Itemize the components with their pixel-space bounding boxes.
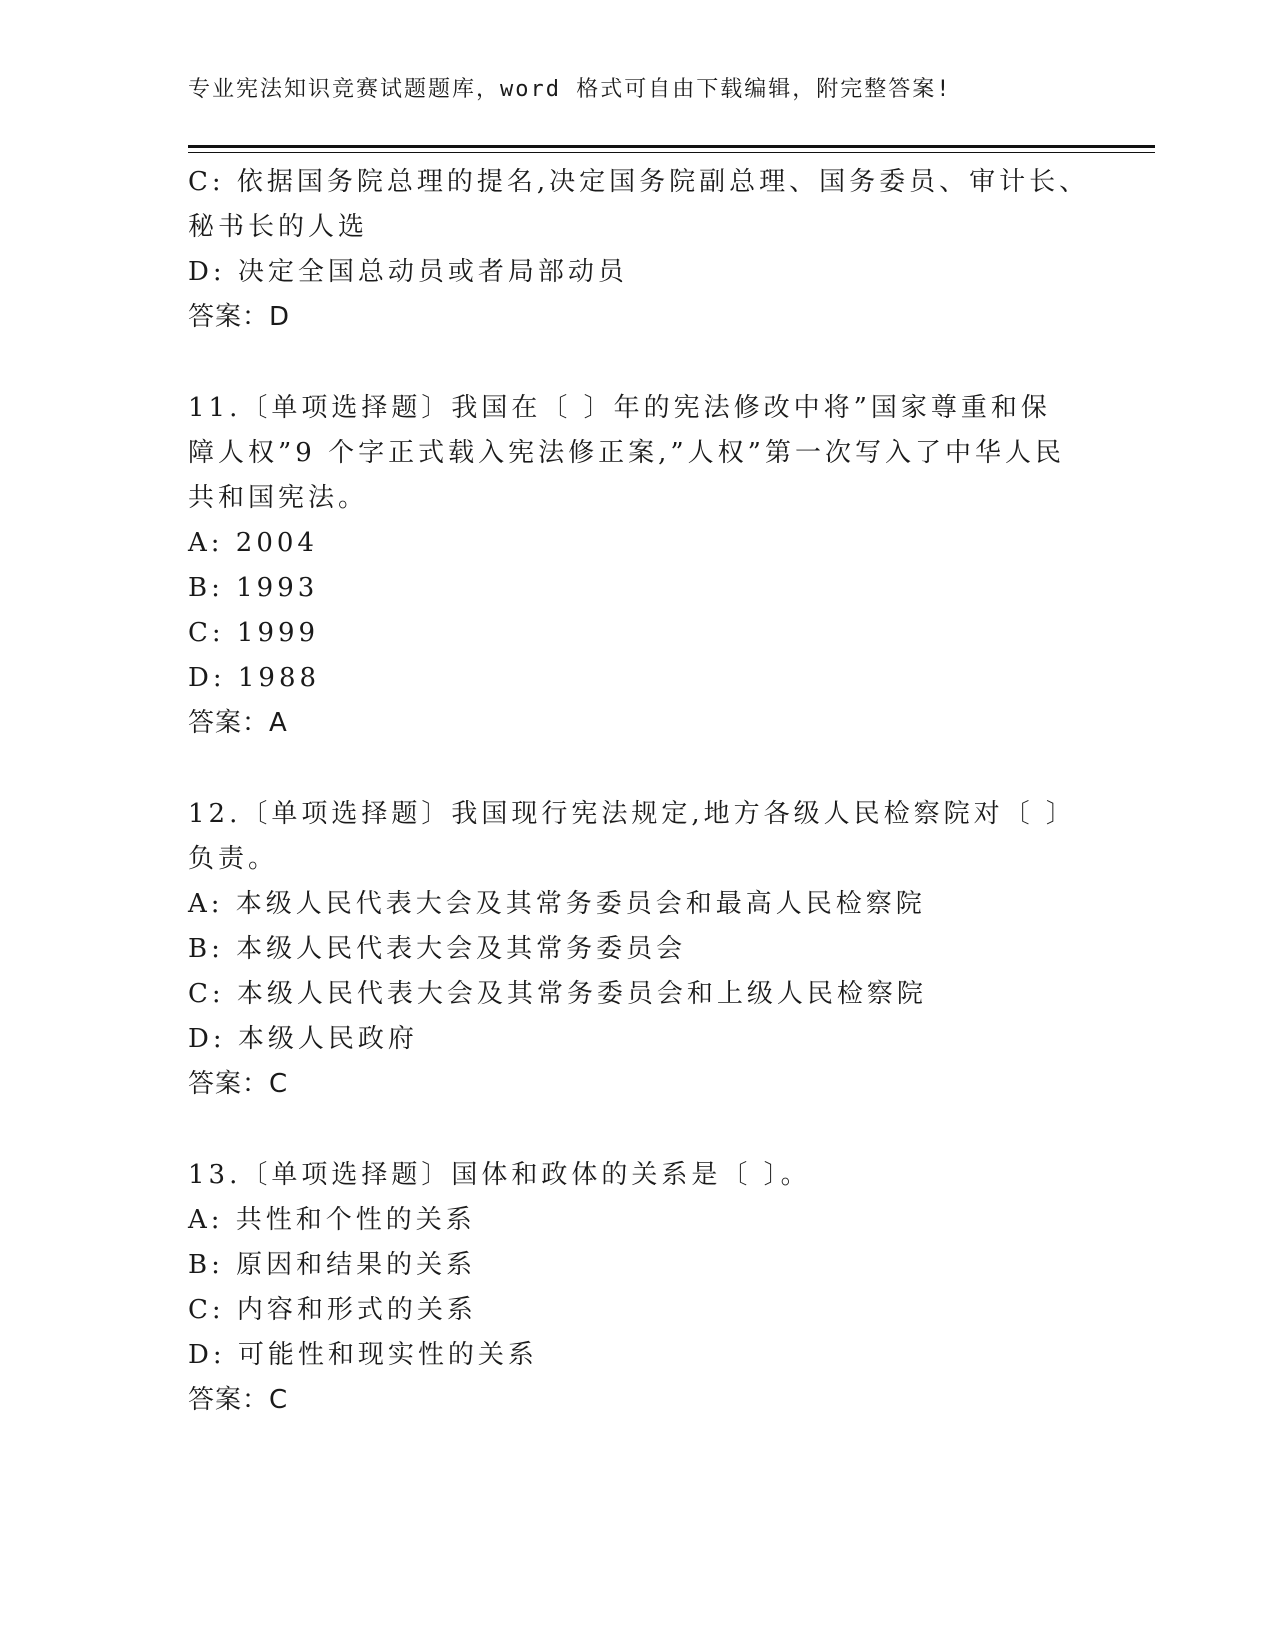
- answer-line: 答案：C: [188, 1385, 289, 1415]
- question-block-13: [188, 1153, 1088, 1423]
- question-text: 11.〔单项选择题〕我国在〔 〕年的宪法修改中将”国家尊重和保: [188, 393, 1051, 423]
- header-rule-thin: [188, 152, 1155, 153]
- option-c: C: 依据国务院总理的提名,决定国务院副总理、国务委员、审计长、: [188, 167, 1090, 197]
- question-block-11: [188, 386, 1088, 746]
- answer-line: 答案：C: [188, 1069, 289, 1099]
- question-text-cont: 共和国宪法。: [188, 483, 369, 513]
- option-c: C: 1999: [188, 618, 320, 648]
- option-a: A: 2004: [188, 528, 318, 558]
- option-d: D: 本级人民政府: [188, 1024, 418, 1054]
- option-c: C: 内容和形式的关系: [188, 1295, 477, 1325]
- question-text-cont: 障人权”9 个字正式载入宪法修正案,”人权”第一次写入了中华人民: [188, 438, 1065, 468]
- question-text-cont: 负责。: [188, 844, 279, 874]
- option-d: D: 1988: [188, 663, 321, 693]
- option-c-cont: 秘书长的人选: [188, 212, 369, 242]
- option-a: A: 共性和个性的关系: [188, 1205, 476, 1235]
- page-header: 专业宪法知识竞赛试题题库，word 格式可自由下载编辑，附完整答案!: [188, 77, 952, 102]
- option-a: A: 本级人民代表大会及其常务委员会和最高人民检察院: [188, 889, 926, 919]
- question-text: 13.〔单项选择题〕国体和政体的关系是〔 〕。: [188, 1160, 811, 1190]
- question-block-12: [188, 792, 1088, 1107]
- question-text: 12.〔单项选择题〕我国现行宪法规定,地方各级人民检察院对〔 〕: [188, 799, 1076, 829]
- option-b: B: 本级人民代表大会及其常务委员会: [188, 934, 687, 964]
- answer-line: 答案：A: [188, 708, 288, 738]
- question-block-prev: [188, 160, 1088, 340]
- header-rule-thick: [188, 145, 1155, 148]
- option-b: B: 原因和结果的关系: [188, 1250, 477, 1280]
- option-b: B: 1993: [188, 573, 319, 603]
- option-d: D: 可能性和现实性的关系: [188, 1340, 538, 1370]
- option-c: C: 本级人民代表大会及其常务委员会和上级人民检察院: [188, 979, 927, 1009]
- question-content: [188, 160, 1088, 1423]
- option-d: D: 决定全国总动员或者局部动员: [188, 257, 628, 287]
- answer-line: 答案：D: [188, 302, 291, 332]
